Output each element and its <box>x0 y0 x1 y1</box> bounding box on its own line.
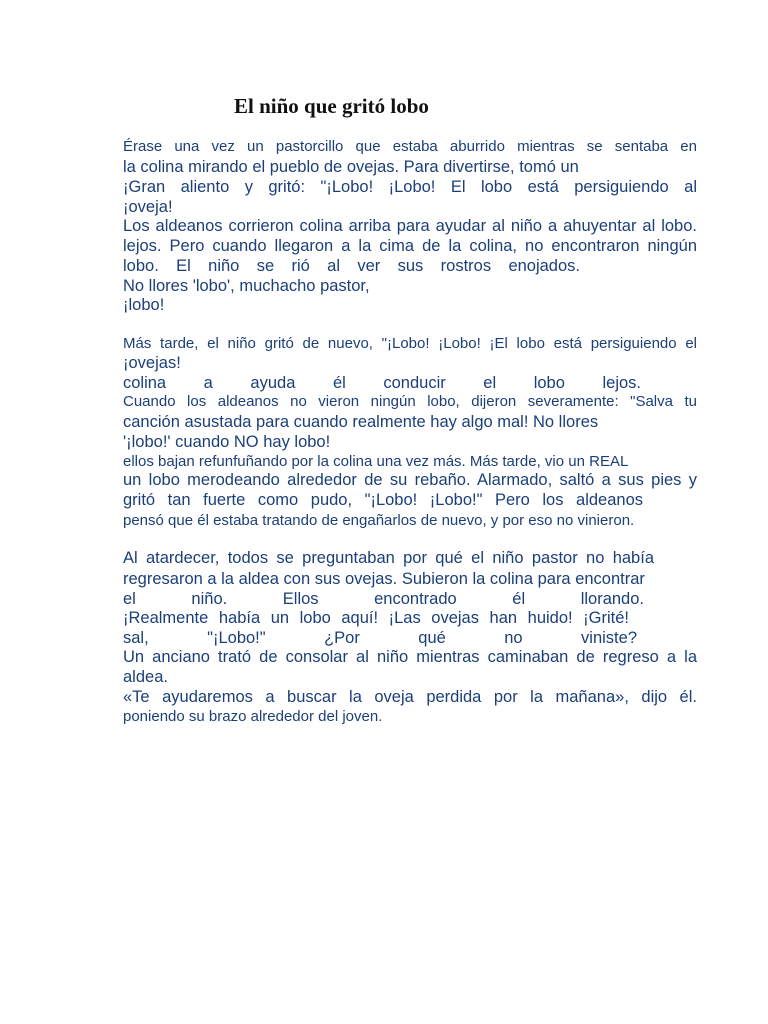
text-line: lejos. Pero cuando llegaron a la cima de la colina, no encontraron ningún <box>123 237 697 255</box>
text-line: colina a ayuda él conducir el lobo lejos. <box>123 374 641 392</box>
text-line: No llores 'lobo', muchacho pastor, <box>123 277 370 295</box>
text-line: Los aldeanos corrieron colina arriba para ayudar al niño a ahuyentar al lobo. <box>123 217 697 235</box>
text-line: ¡oveja! <box>123 198 173 216</box>
text-line: ¡Gran aliento y gritó: "¡Lobo! ¡Lobo! El lobo está persiguiendo al <box>123 178 697 196</box>
text-line: sal, "¡Lobo!" ¿Por qué no viniste? <box>123 629 637 647</box>
text-line: lobo. El niño se rió al ver sus rostros enojados. <box>123 257 580 275</box>
text-line: canción asustada para cuando realmente hay algo mal! No llores <box>123 413 599 431</box>
text-line: ¡Realmente había un lobo aquí! ¡Las ovejas han huido! ¡Grité! <box>123 609 629 627</box>
text-line: Cuando los aldeanos no vieron ningún lobo, dijeron severamente: "Salva tu <box>123 393 697 410</box>
text-line: gritó tan fuerte como pudo, "¡Lobo! ¡Lobo!" Pero los aldeanos <box>123 491 643 509</box>
text-line: «Te ayudaremos a buscar la oveja perdida por la mañana», dijo él. <box>123 688 697 706</box>
text-line: ¡lobo! <box>123 296 165 314</box>
text-line: Érase una vez un pastorcillo que estaba aburrido mientras se sentaba en <box>123 138 697 155</box>
text-line: la colina mirando el pueblo de ovejas. Para divertirse, tomó un <box>123 158 579 176</box>
text-line: ellos bajan refunfuñando por la colina una vez más. Más tarde, vio un REAL <box>123 453 629 470</box>
text-line: aldea. <box>123 668 168 686</box>
text-line: Al atardecer, todos se preguntaban por qué el niño pastor no había <box>123 549 654 567</box>
text-line: regresaron a la aldea con sus ovejas. Subieron la colina para encontrar <box>123 570 645 588</box>
text-line: poniendo su brazo alrededor del joven. <box>123 708 383 725</box>
document-title: El niño que gritó lobo <box>234 94 429 118</box>
text-line: el niño. Ellos encontrado él llorando. <box>123 590 644 608</box>
text-line: '¡lobo!' cuando NO hay lobo! <box>123 433 331 451</box>
text-line: ¡ovejas! <box>123 354 181 372</box>
text-line: Un anciano trató de consolar al niño mientras caminaban de regreso a la <box>123 648 697 666</box>
text-line: un lobo merodeando alrededor de su rebaño. Alarmado, saltó a sus pies y <box>123 471 697 489</box>
text-line: pensó que él estaba tratando de engañarlos de nuevo, y por eso no vinieron. <box>123 512 635 529</box>
text-line: Más tarde, el niño gritó de nuevo, "¡Lobo! ¡Lobo! ¡El lobo está persiguiendo el <box>123 335 697 352</box>
